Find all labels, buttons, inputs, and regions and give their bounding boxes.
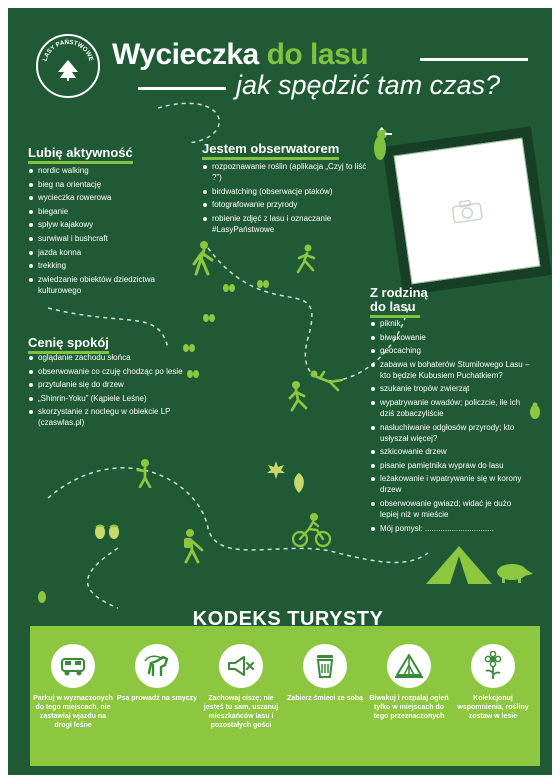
list-item: wypatrywanie owadów; policzcie, ile ich dziś zobaczyliście xyxy=(370,397,530,419)
boar-icon xyxy=(494,560,534,584)
beetle-icon xyxy=(528,402,542,420)
tent-icon xyxy=(424,544,494,586)
acorns-icon xyxy=(92,516,122,542)
list-item: zwiedzanie obiektów dziedzictwa kulturowego xyxy=(28,274,198,296)
maple-leaf-icon xyxy=(266,460,286,480)
list-item: szukanie tropów zwierząt xyxy=(370,383,530,394)
list-item: rozpoznawanie roślin (aplikacja „Czyj to liść ?”) xyxy=(202,161,372,183)
list-item: oglądanie zachodu słońca xyxy=(28,352,198,363)
section-heading-spokoj-text: Cenię spokój xyxy=(28,335,109,350)
title-divider-bottom xyxy=(138,87,226,90)
list-item: leżakowanie i wpatrywanie się w korony drzew xyxy=(370,473,530,495)
oak-leaf-icon xyxy=(290,472,308,494)
flower-icon xyxy=(481,651,505,681)
list-item: piknik xyxy=(370,318,530,329)
megaphone-muted-icon xyxy=(226,654,256,678)
rule-plants xyxy=(452,644,534,721)
section-heading-obserwator xyxy=(202,142,339,160)
section-heading-lubie xyxy=(28,146,133,164)
photographer-icon xyxy=(134,458,156,488)
kodeks-title: KODEKS TURYSTY xyxy=(192,608,384,630)
list-rodzina xyxy=(370,318,530,536)
section-heading-rodzina xyxy=(370,286,428,318)
lasy-panstwowe-logo xyxy=(36,34,100,98)
tent-campfire-icon xyxy=(394,653,424,679)
nordic-walker-icon xyxy=(190,240,216,276)
rule-dog-text: Psa prowadź na smyczy xyxy=(116,695,198,702)
list-item: biwakowanie xyxy=(370,332,530,343)
list-item: trekking xyxy=(28,260,198,271)
rule-camping-text: Biwakuj i rozpalaj ogień tylko w miejscach do tego przeznaczonych xyxy=(369,695,449,720)
title-divider-top xyxy=(420,58,528,61)
list-item: obserwowanie gwiazd; widać je dużo lepiej niż w mieście xyxy=(370,498,530,520)
subtitle: jak spędzić tam czas? xyxy=(236,70,501,100)
list-item: pisanie pamiętnika wypraw do lasu xyxy=(370,460,530,471)
logo-ring-text: LASY PAŃSTWOWE xyxy=(41,38,95,62)
section-heading-lubie-text: Lubię aktywność xyxy=(28,145,133,160)
rule-camping xyxy=(368,644,450,721)
list-item: jazda konna xyxy=(28,247,198,258)
list-item: przytulanie się do drzew xyxy=(28,379,198,390)
rule-silence xyxy=(200,644,282,730)
rule-trash xyxy=(284,644,366,703)
list-lubie xyxy=(28,165,198,298)
list-item: fotografowanie przyrody xyxy=(202,199,372,210)
list-item: bieganie xyxy=(28,206,198,217)
list-item: wycieczka rowerowa xyxy=(28,192,198,203)
list-item: zabawa w bohaterów Stumilowego Lasu – kto będzie Kubusiem Puchatkiem? xyxy=(370,359,530,381)
list-item: Mój pomysł: ............................... xyxy=(370,523,530,534)
dog-leash-icon xyxy=(143,653,171,679)
cyclist-icon xyxy=(292,512,332,548)
rule-silence-text: Zachowaj ciszę; nie jesteś tu sam, uszanuj mieszkańców lasu i pozostałych gości xyxy=(203,695,279,729)
list-obserwator xyxy=(202,161,372,237)
rule-trash-text: Zabierz śmieci ze sobą xyxy=(287,695,363,702)
list-item: szkicowanie drzew xyxy=(370,446,530,457)
section-heading-obserwator-text: Jestem obserwatorem xyxy=(202,141,340,156)
bug-icon xyxy=(36,588,48,604)
list-item: skorzystanie z noclegu w obiekcie LP (czaswlas.pl) xyxy=(28,406,198,428)
list-item: surwiwal i bushcraft xyxy=(28,233,198,244)
trekker-icon xyxy=(178,528,206,564)
title-part-2: do lasu xyxy=(266,38,369,71)
poster xyxy=(8,8,552,775)
car-icon xyxy=(59,655,87,677)
rule-dog xyxy=(116,644,198,703)
section-heading-rodzina-line1: Z rodziną xyxy=(370,285,428,300)
list-item: „Shinrin-Yoku” (Kąpiele Leśne) xyxy=(28,393,198,404)
woodpecker-icon xyxy=(368,126,392,166)
list-item: bieg na orientację xyxy=(28,179,198,190)
list-spokoj xyxy=(28,352,198,431)
runner-icon xyxy=(294,244,318,274)
main-title xyxy=(112,38,368,72)
rule-plants-text: Kolekcjonuj wspomnienia, rośliny zostaw w lesie xyxy=(457,695,529,720)
list-item: geocaching xyxy=(370,345,530,356)
title-part-1: Wycieczka xyxy=(112,38,267,71)
list-item: spływ kajakowy xyxy=(28,219,198,230)
tree-logo-icon xyxy=(54,58,82,82)
rule-parking-text: Parkuj w wyznaczonych do tego miejscach, nie zastawiaj wjazdu na drogi leśne xyxy=(33,695,113,729)
list-item: robienie zdjęć z lasu i oznaczanie #LasyPaństwowe xyxy=(202,213,372,235)
list-item: nasłuchiwanie odgłosów przyrody; kto usłyszał więcej? xyxy=(370,422,530,444)
deer-track-icon xyxy=(176,278,326,388)
rule-parking xyxy=(32,644,114,730)
list-item: obserwowanie co czuję chodząc po lesie xyxy=(28,366,198,377)
trash-bin-icon xyxy=(314,653,336,679)
photo-frame xyxy=(382,126,551,295)
section-heading-rodzina-line2: do lasu xyxy=(370,299,416,314)
list-item: nordic walking xyxy=(28,165,198,176)
list-item: birdwatching (obserwacje ptaków) xyxy=(202,186,372,197)
camera-icon xyxy=(451,198,484,224)
